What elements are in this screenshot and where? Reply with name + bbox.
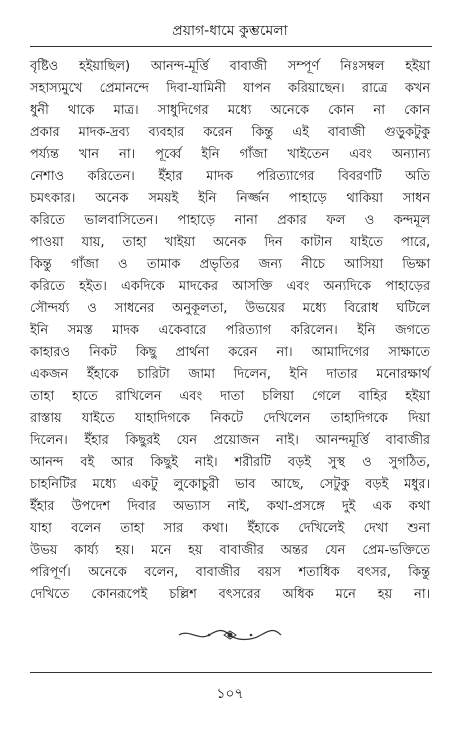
text-line: দিলেন। ইঁহার কিছুরই যেন প্রয়োজন নাই। আনন্দমূর্ত্তি বাবাজীর: [30, 433, 430, 448]
text-line: দেখিতে কোনরূপেই চল্লিশ বৎসরের অধিক মনে হয় না।: [30, 587, 430, 602]
text-line: সহাস্যমুখে প্রেমানন্দে দিবা-যামিনী যাপন করিয়াছেন। রাত্রে কখন: [30, 81, 430, 96]
text-line: পাওয়া যায়, তাহা খাইয়া অনেক দিন কাটান যাইতে পারে,: [30, 235, 430, 250]
text-line: রাস্তায় যাইতে যাহাদিগকে নিকটে দেখিলেন তাহাদিগকে দিয়া: [30, 411, 430, 426]
text-line: পর্য্যন্ত খান না। পূর্ব্বে ইনি গাঁজা খাইতেন এবং অন্যান্য: [30, 147, 430, 162]
text-line: আনন্দ বই আর কিছুই নাই। শরীরটি বড়ই সুস্থ ও সুগঠিত,: [30, 455, 430, 470]
text-line: সৌন্দর্য্য ও সাধনের অনুকূলতা, উভয়ের মধ্যে বিরোধ ঘটিলে: [30, 301, 430, 316]
section-ornament: [0, 628, 460, 646]
text-line: একজন ইঁহাকে চারিটা জামা দিলেন, ইনি দাতার মনোরক্ষার্থ: [30, 367, 430, 382]
text-line: ইঁহার উপদেশ দিবার অভ্যাস নাই, কথা-প্রসঙ্গে দুই এক কথা: [30, 499, 430, 514]
text-line: করিতে হইত। একদিকে মাদকের আসক্তি এবং অন্যদিকে পাহাড়ের: [30, 279, 430, 294]
text-line: করিতে ভালবাসিতেন। পাহাড়ে নানা প্রকার ফল ও কন্দমূল: [30, 213, 430, 228]
flourish-ornament-icon: [175, 628, 285, 642]
text-line: নেশাও করিতেন। ইঁহার মাদক পরিত্যাগের বিবরণটি অতি: [30, 169, 430, 184]
text-line: প্রকার মাদক-দ্রব্য ব্যবহার করেন কিন্তু এই বাবাজী গুড়ুকটুকু: [30, 125, 430, 140]
text-line: চাহনিটির মধ্যে একটু লুকোচুরী ভাব আছে, সেটুকু বড়ই মধুর।: [30, 477, 430, 492]
text-line: যাহা বলেন তাহা সার কথা। ইঁহাকে দেখিলেই দেখা শুনা: [30, 521, 430, 536]
text-line: তাহা হাতে রাখিলেন এবং দাতা চলিয়া গেলে বাহির হইয়া: [30, 389, 430, 404]
text-line: বৃষ্টিও হইয়াছিল) আনন্দ-মূর্ত্তি বাবাজী সম্পূর্ণ নিঃসম্বল হইয়া: [30, 59, 430, 74]
header-rule: [30, 46, 432, 47]
running-head: প্রয়াগ-ধামে কুম্ভমেলা: [172, 23, 288, 39]
text-line: উভয় কার্য্য হয়। মনে হয় বাবাজীর অন্তর যেন প্রেম-ভক্তিতে: [30, 543, 430, 558]
footer-rule: [30, 672, 432, 673]
text-line: কিন্তু গাঁজা ও তামাক প্রভৃতির জন্য নীচে আসিয়া ভিক্ষা: [30, 257, 430, 272]
text-line: চমৎকার। অনেক সময়ই ইনি নির্জ্জন পাহাড়ে থাকিয়া সাধন: [30, 191, 430, 206]
text-line: ইনি সমস্ত মাদক একেবারে পরিত্যাগ করিলেন। ইনি জগতে: [30, 323, 430, 338]
text-line: কাহারও নিকট কিছু প্রার্থনা করেন না। আমাদিগের সাক্ষাতে: [30, 345, 430, 360]
body-text: [30, 56, 430, 606]
text-line: ধুনী থাকে মাত্র। সাধুদিগের মধ্যে অনেকে কোন না কোন: [30, 103, 430, 118]
text-line: পরিপূর্ণ। অনেকে বলেন, বাবাজীর বয়স শতাধিক বৎসর, কিন্তু: [30, 565, 430, 580]
page-number: ১০৭: [216, 686, 244, 702]
